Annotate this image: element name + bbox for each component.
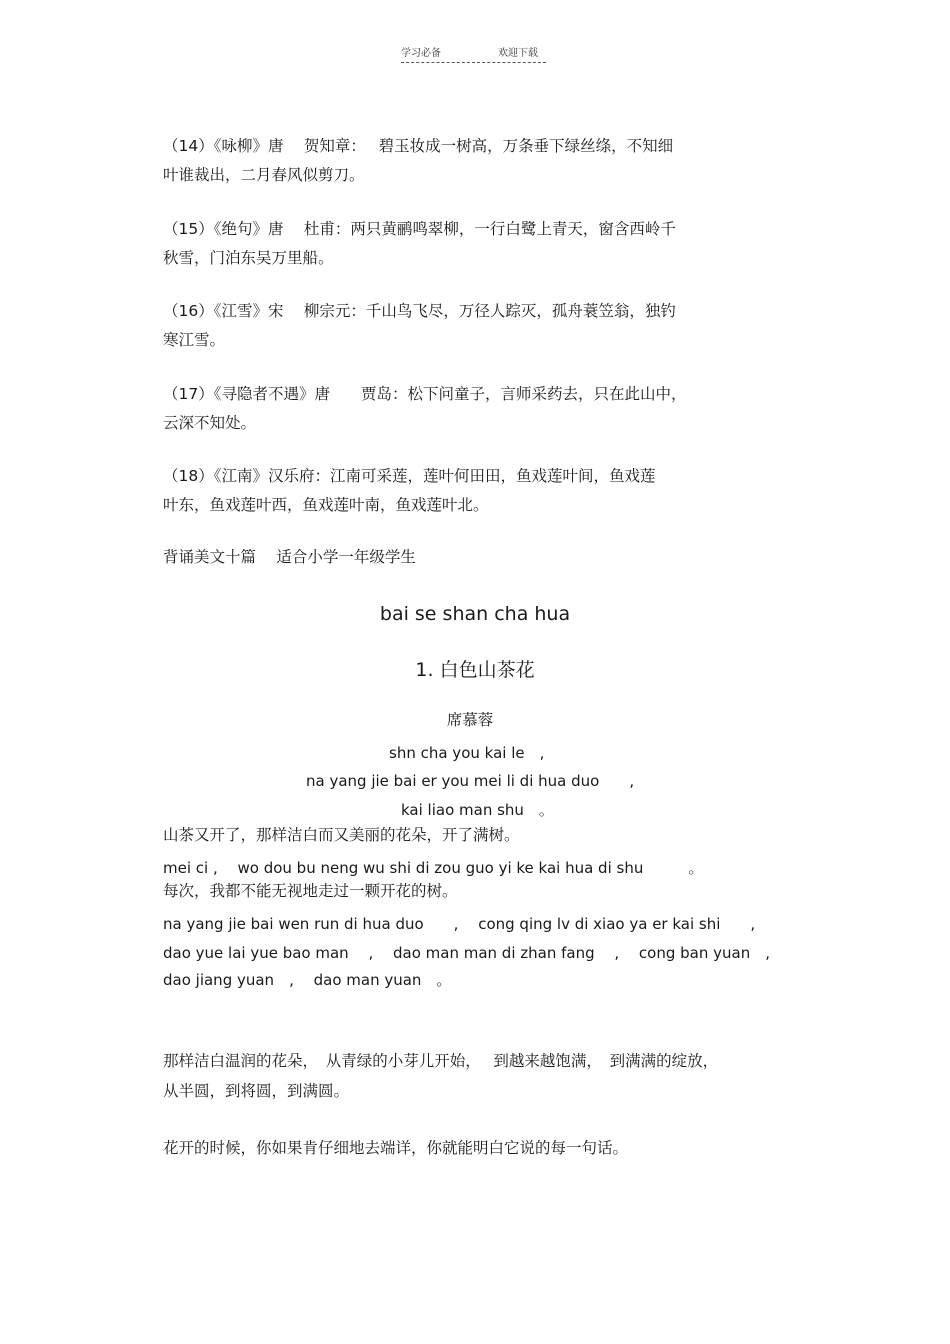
poem-line: 秋雪，门泊东吴万里船。	[163, 249, 334, 267]
poem-17	[163, 380, 753, 438]
chinese-line: 从半圆，到将圆，到满圆。	[163, 1082, 350, 1100]
poem-line: 叶东，鱼戏莲叶西，鱼戏莲叶南，鱼戏莲叶北。	[163, 496, 489, 514]
chinese-line: 那样洁白温润的花朵， 从青绿的小芽儿开始， 到越来越饱满， 到满满的绽放，	[163, 1052, 719, 1070]
pinyin-line: na yang jie bai wen run di hua duo , cong qing lv di xiao ya er kai shi ,	[163, 915, 756, 933]
poem-line: （17）《寻隐者不遇》唐 贾岛：松下问童子，言师采药去，只在此山中，	[163, 385, 687, 403]
section-heading: 背诵美文十篇 适合小学一年级学生	[163, 548, 416, 566]
poem-line: （15）《绝句》唐 杜甫：两只黄鹂鸣翠柳，一行白鹭上青天，窗含西岭千	[163, 220, 676, 238]
header-left-text: 学习必备	[401, 48, 441, 59]
pinyin-line: shn cha you kai le ,	[389, 744, 545, 762]
poem-16	[163, 297, 753, 355]
poem-14	[163, 132, 753, 190]
header-right-text: 欢迎下载	[498, 48, 538, 59]
poem-15	[163, 215, 753, 273]
pinyin-line: dao yue lai yue bao man , dao man man di zhan fang , cong ban yuan ,	[163, 944, 770, 962]
chinese-line: 山茶又开了，那样洁白而又美丽的花朵，开了满树。	[163, 826, 520, 844]
poem-line: （14）《咏柳》唐 贺知章： 碧玉妆成一树高，万条垂下绿丝绦，不知细	[163, 137, 674, 155]
chinese-line: 花开的时候，你如果肯仔细地去端详，你就能明白它说的每一句话。	[163, 1139, 629, 1157]
article-title-pinyin: bai se shan cha hua	[379, 603, 571, 625]
chinese-line: 每次，我都不能无视地走过一颗开花的树。	[163, 882, 458, 900]
poem-line: 寒江雪。	[163, 331, 226, 349]
poem-18	[163, 462, 753, 520]
pinyin-line: mei ci , wo dou bu neng wu shi di zou guo yi ke kai hua di shu 。	[163, 859, 704, 877]
poem-line: （18）《江南》汉乐府：江南可采莲，莲叶何田田，鱼戏莲叶间，鱼戏莲	[163, 467, 656, 485]
article-author: 席慕蓉	[446, 711, 494, 729]
pinyin-line: dao jiang yuan , dao man yuan 。	[163, 971, 452, 989]
article-title: 1. 白色山茶花	[415, 659, 535, 681]
poem-line: 云深不知处。	[163, 414, 257, 432]
pinyin-line: na yang jie bai er you mei li di hua duo ,	[306, 772, 635, 790]
pinyin-line: kai liao man shu 。	[401, 801, 554, 819]
header-divider	[401, 62, 546, 63]
poem-line: 叶谁裁出，二月春风似剪刀。	[163, 166, 365, 184]
poem-line: （16）《江雪》宋 柳宗元：千山鸟飞尽，万径人踪灭，孤舟蓑笠翁，独钓	[163, 302, 676, 320]
